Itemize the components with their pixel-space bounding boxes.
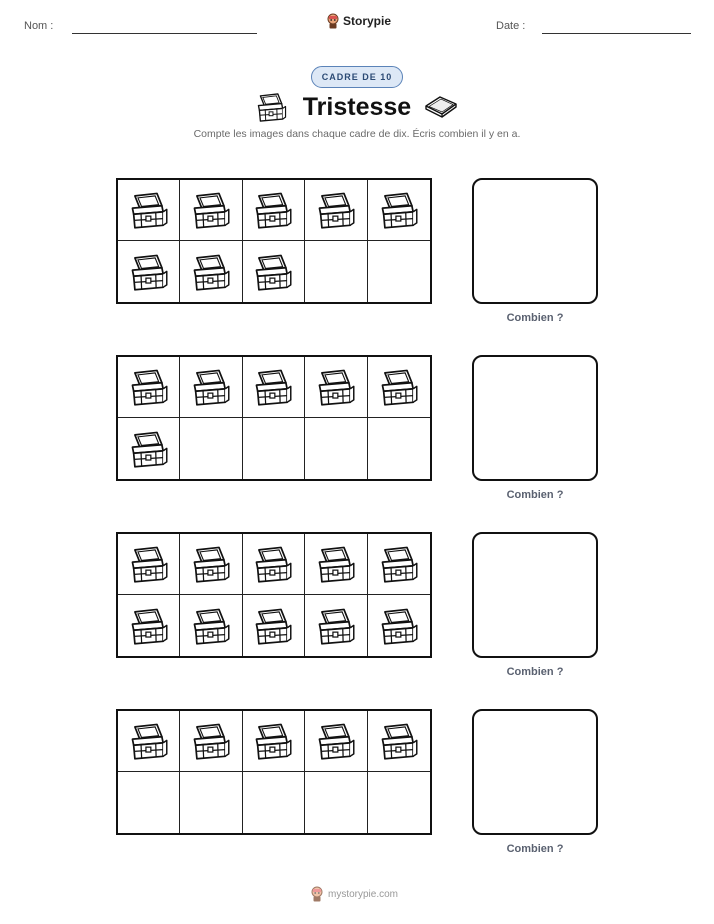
open-treasure-chest-icon [254,722,292,760]
ten-frame-cell [118,772,180,833]
ten-frame-cell [243,534,305,595]
ten-frame-cell [243,357,305,418]
open-treasure-chest-icon [192,607,230,645]
open-treasure-chest-icon [254,191,292,229]
ten-frame-cell [118,534,180,595]
ten-frame-cell [118,180,180,241]
open-treasure-chest-icon [130,253,168,291]
open-treasure-chest-icon [317,722,355,760]
open-treasure-chest-icon [317,545,355,583]
open-treasure-chest-icon [380,607,418,645]
open-treasure-chest-icon [192,368,230,406]
ten-frame-cell [180,534,242,595]
ten-frame-cell [243,711,305,772]
date-label: Date : [496,20,526,32]
ten-frame-cell [118,595,180,656]
open-treasure-chest-icon [380,545,418,583]
ten-frame-cell [305,711,367,772]
ten-frame-cell [368,595,430,656]
answer-box-3[interactable] [472,532,598,658]
ten-frame-cell [305,241,367,302]
ten-frame-cell [305,772,367,833]
ten-frame-2 [116,355,432,481]
answer-box-4[interactable] [472,709,598,835]
combien-label-3: Combien ? [506,666,564,678]
ten-frame-4 [116,709,432,835]
ten-frame-1 [116,178,432,304]
ten-frame-cell [368,772,430,833]
open-treasure-chest-icon [192,253,230,291]
open-treasure-chest-icon [254,545,292,583]
open-treasure-chest-icon [130,430,168,468]
ten-frame-cell [305,595,367,656]
combien-label-4: Combien ? [506,843,564,855]
open-treasure-chest-icon [254,368,292,406]
ten-frame-cell [118,357,180,418]
ten-frame-cell [180,595,242,656]
page-title: Tristesse [302,93,412,121]
ten-frame-cell [368,418,430,479]
ten-frame-cell [180,711,242,772]
ten-frame-cell [305,357,367,418]
name-label: Nom : [24,20,54,32]
ten-frame-cell [368,357,430,418]
combien-label-1: Combien ? [506,312,564,324]
ten-frame-cell [180,180,242,241]
footer-url[interactable]: mystorypie.com [328,888,399,900]
open-treasure-chest-icon [256,92,288,122]
ten-frame-cell [118,241,180,302]
open-treasure-chest-icon [317,607,355,645]
ten-frame-cell [180,418,242,479]
open-treasure-chest-icon [130,191,168,229]
ten-frame-cell [243,595,305,656]
combien-label-2: Combien ? [506,489,564,501]
brand-logo [326,13,391,29]
answer-box-1[interactable] [472,178,598,304]
ten-frame-cell [118,418,180,479]
brand-name: Storypie [343,14,392,28]
answer-box-2[interactable] [472,355,598,481]
open-treasure-chest-icon [192,191,230,229]
open-treasure-chest-icon [192,545,230,583]
open-treasure-chest-icon [130,722,168,760]
open-treasure-chest-icon [380,191,418,229]
name-line[interactable] [72,33,257,34]
book-icon [424,94,458,118]
open-treasure-chest-icon [317,191,355,229]
footer [310,886,398,902]
storypie-mascot-icon [326,13,340,29]
ten-frame-cell [180,772,242,833]
ten-frame-cell [180,241,242,302]
open-treasure-chest-icon [130,368,168,406]
open-treasure-chest-icon [380,722,418,760]
ten-frame-cell [243,180,305,241]
open-treasure-chest-icon [130,545,168,583]
ten-frame-cell [368,180,430,241]
open-treasure-chest-icon [254,607,292,645]
ten-frame-cell [305,418,367,479]
ten-frame-cell [368,241,430,302]
ten-frame-cell [243,241,305,302]
ten-frame-cell [243,418,305,479]
open-treasure-chest-icon [130,607,168,645]
open-treasure-chest-icon [317,368,355,406]
open-treasure-chest-icon [380,368,418,406]
date-line[interactable] [542,33,691,34]
ten-frame-cell [368,534,430,595]
ten-frame-cell [243,772,305,833]
ten-frame-cell [368,711,430,772]
instructions: Compte les images dans chaque cadre de dix. Écris combien il y en a. [193,128,521,140]
open-treasure-chest-icon [254,253,292,291]
ten-frame-cell [118,711,180,772]
ten-frame-3 [116,532,432,658]
section-badge: CADRE DE 10 [311,66,403,88]
storypie-mascot-icon [310,886,324,902]
ten-frame-cell [305,534,367,595]
ten-frame-cell [305,180,367,241]
open-treasure-chest-icon [192,722,230,760]
ten-frame-cell [180,357,242,418]
